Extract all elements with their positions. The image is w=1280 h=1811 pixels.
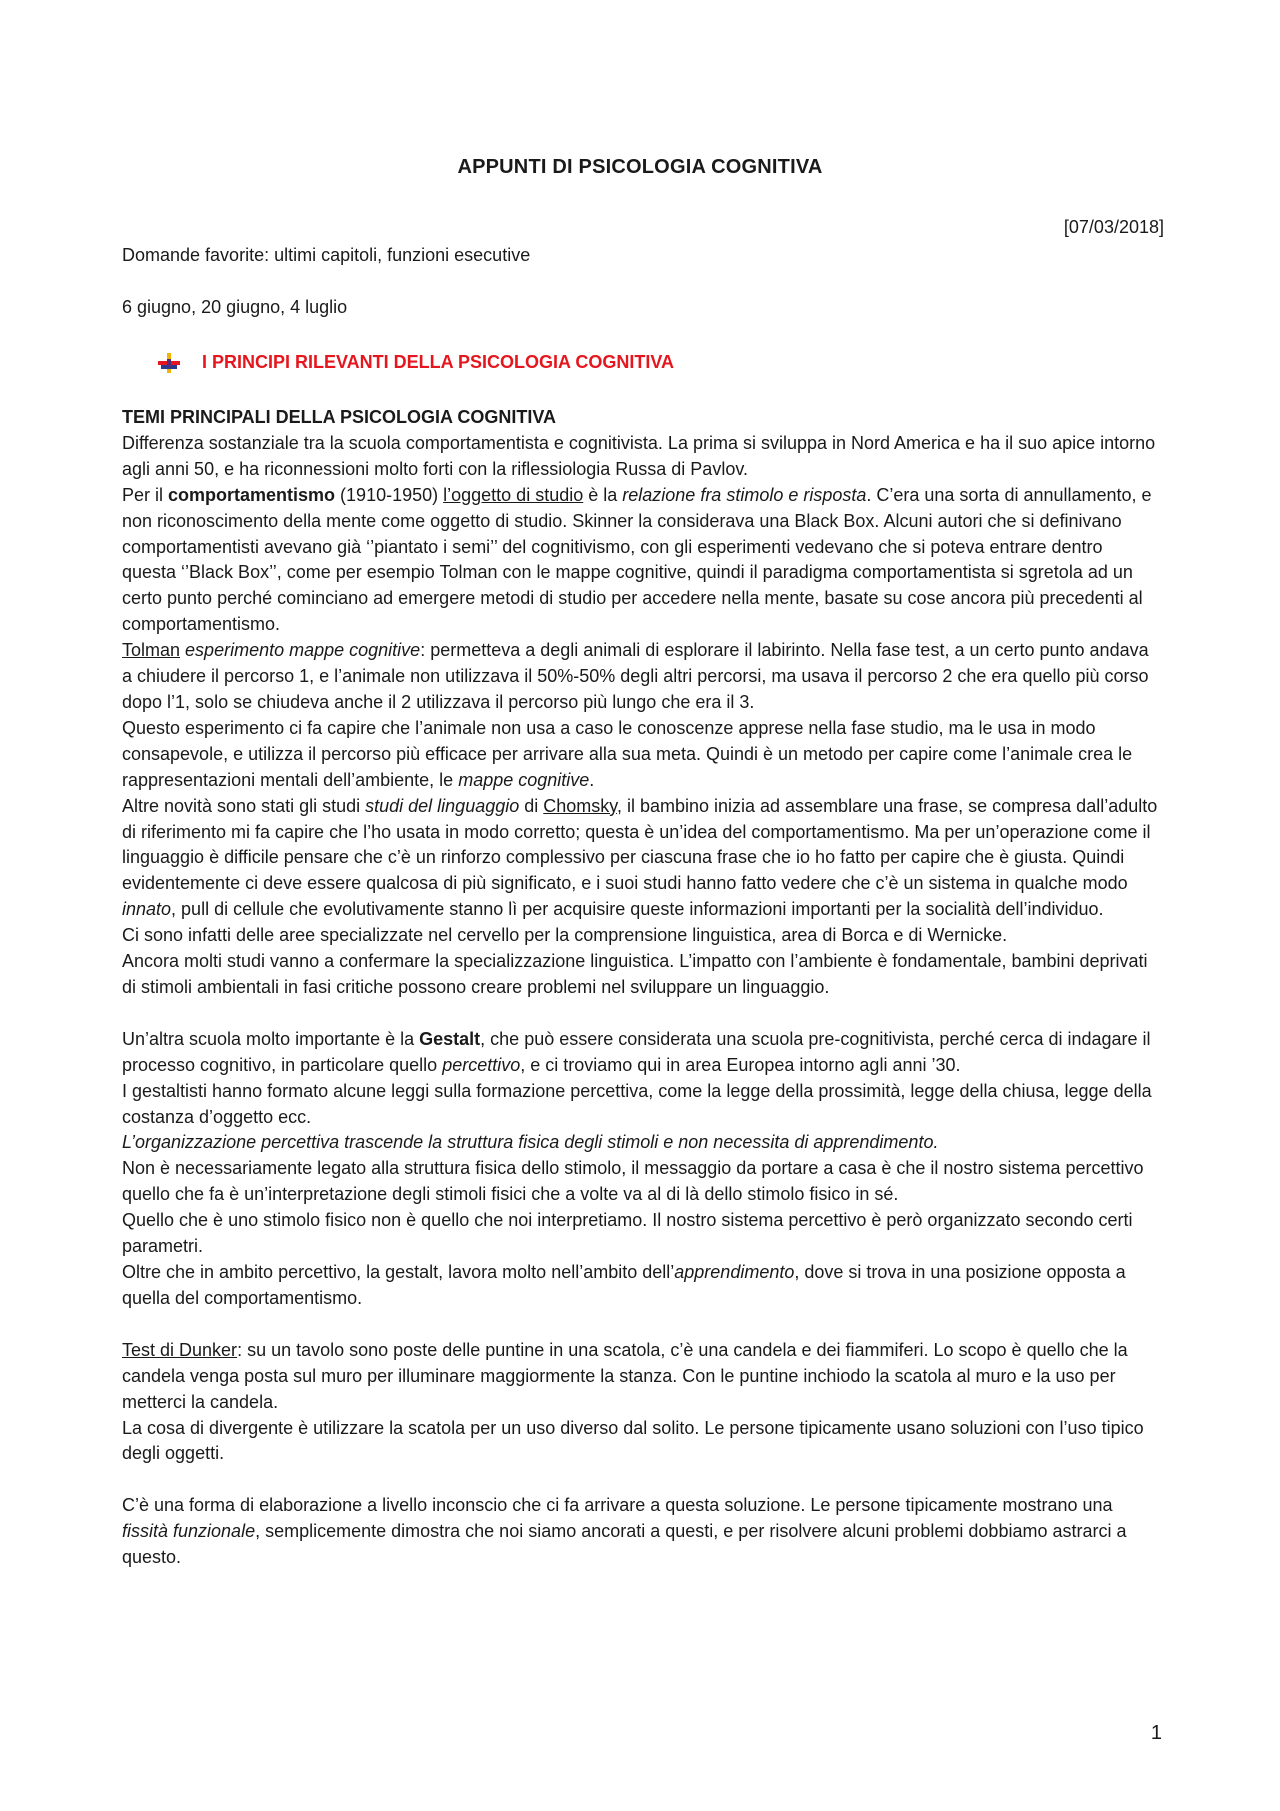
document-title: APPUNTI DI PSICOLOGIA COGNITIVA — [457, 156, 823, 178]
paragraph: La cosa di divergente è utilizzare la scatola per un uso diverso dal solito. Le persone tipicamente usano soluzioni con l’uso tipico degli oggetti. — [122, 1417, 1144, 1464]
paragraph: Per il comportamentismo (1910-1950) l’oggetto di studio è la relazione fra stimolo e risposta. C’era una sorta di annullamento, e non riconoscimento della mente come oggetto di studio. Skinner la considerava una Black Box. Alcuni autori che si definivano comportamentisti avevano già ‘’piantato i semi’’ del cognitivismo, con gli esperimenti vedevano che si poteva entrare dentro questa ‘’Black Box’’, come per esempio Tolman con le mappe cognitive, quindi il paradigma comportamentista si sgretola ad un certo punto perché cominciano ad emergere metodi di studio per accedere nella mente, basate su cose ancora più precedenti al comportamentismo. — [122, 484, 1152, 635]
paragraph: Ancora molti studi vanno a confermare la specializzazione linguistica. L’impatto con l’ambiente è fondamentale, bambini deprivati di stimoli ambientali in fasi critiche possono creare problemi nel sviluppare un linguaggio. — [122, 951, 1148, 997]
subheading: TEMI PRINCIPALI DELLA PSICOLOGIA COGNITIVA — [122, 407, 557, 427]
section-heading-text: I PRINCIPI RILEVANTI DELLA PSICOLOGIA COGNITIVA — [202, 352, 675, 372]
paragraph: Quello che è uno stimolo fisico non è quello che noi interpretiamo. Il nostro sistema percettivo è però organizzato secondo certi parametri. — [122, 1210, 1133, 1257]
page-number: 1 — [1150, 1722, 1162, 1744]
paragraph: Non è necessariamente legato alla struttura fisica dello stimolo, il messaggio da portare a casa è che il nostro sistema percettivo quello che fa è un’interpretazione degli stimoli fisici che a volte va al di là dello stimolo fisico in sé. — [122, 1158, 1144, 1205]
paragraph: C’è una forma di elaborazione a livello inconscio che ci fa arrivare a questa soluzione. Le persone tipicamente mostrano una fissità funzionale, semplicemente dimostra che noi siamo ancorati a questi, e per risolvere alcuni problemi dobbiamo astrarci a questo. — [122, 1495, 1127, 1568]
paragraph: Differenza sostanziale tra la scuola comportamentista e cognitivista. La prima si sviluppa in Nord America e ha il suo apice intorno agli anni 50, e ha riconnessioni molto forti con la riflessiologia Russa di Pavlov. — [122, 432, 1156, 479]
paragraph: Tolman esperimento mappe cognitive: permetteva a degli animali di esplorare il labirinto. Nella fase test, a un certo punto andava a chiudere il percorso 1, e l’animale non utilizzava il 50%-50% degli altri percorsi, ma usava il percorso 2 che era quello più corso dopo l’1, solo se chiudeva anche il 2 utilizzava il percorso più lungo che era il 3. — [122, 640, 1149, 712]
paragraph: L’organizzazione percettiva trascende la struttura fisica degli stimoli e non necessita di apprendimento. — [122, 1132, 939, 1153]
paragraph: Ci sono infatti delle aree specializzate nel cervello per la comprensione linguistica, area di Borca e di Wernicke. — [122, 925, 1008, 946]
paragraph: Un’altra scuola molto importante è la Gestalt, che può essere considerata una scuola pre-cognitivista, perché cerca di indagare il processo cognitivo, in particolare quello percettivo, e ci troviamo qui in area Europea intorno agli anni ’30. — [122, 1028, 1151, 1075]
paragraph: Test di Dunker: su un tavolo sono poste delle puntine in una scatola, c’è una candela e dei fiammiferi. Lo scopo è quello che la candela venga posta sul muro per illuminare maggiormente la stanza. Con le puntine inchiodo la scatola al muro e la uso per metterci la candela. — [122, 1339, 1128, 1412]
paragraph: Altre novità sono stati gli studi studi del linguaggio di Chomsky, il bambino inizia ad assemblare una frase, se compresa dall’adulto di riferimento mi fa capire che l’ho usata in modo corretto; questa è un’idea del comportamentismo. Ma per un’operazione come il linguaggio è difficile pensare che c’è un rinforzo complessivo per ciascuna frase che io ho fatto per capire che è giusta. Quindi evidentemente ci deve essere qualcosa di più significato, e i suoi studi hanno fatto vedere che c’è un sistema in qualche modo innato, pull di cellule che evolutivamente stanno lì per acquisire queste informazioni importanti per la socialità dell’individuo. — [122, 795, 1158, 920]
paragraph: Questo esperimento ci fa capire che l’animale non usa a caso le conoscenze apprese nella fase studio, ma le usa in modo consapevole, e utilizza il percorso più efficace per arrivare alla sua meta. Quindi è un metodo per capire come l’animale crea le rappresentazioni mentali dell’ambiente, le mappe cognitive. — [122, 717, 1133, 790]
pushpin-icon — [158, 353, 180, 373]
favorite-questions-line: Domande favorite: ultimi capitoli, funzioni esecutive — [122, 245, 531, 265]
section-heading — [158, 352, 674, 373]
paragraph: Oltre che in ambito percettivo, la gestalt, lavora molto nell’ambito dell’apprendimento, dove si trova in una posizione opposta a quella del comportamentismo. — [122, 1262, 1126, 1308]
document-date: [07/03/2018] — [1063, 217, 1164, 237]
body-text — [122, 405, 1160, 1571]
exam-dates-line: 6 giugno, 20 giugno, 4 luglio — [122, 297, 348, 317]
paragraph: I gestaltisti hanno formato alcune leggi sulla formazione percettiva, come la legge della prossimità, legge della chiusa, legge della costanza d’oggetto ecc. — [122, 1080, 1152, 1127]
